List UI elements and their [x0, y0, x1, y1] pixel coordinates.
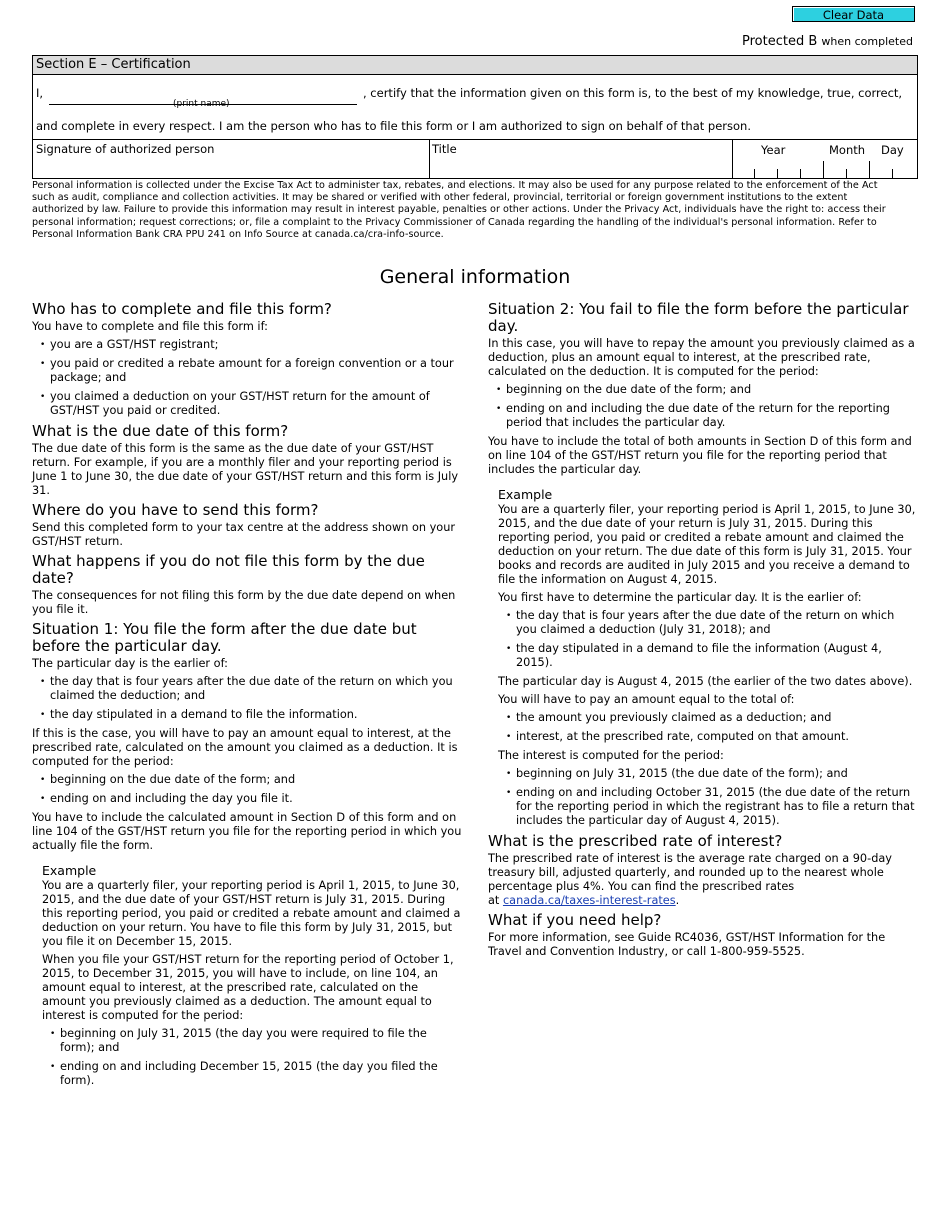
- situation1-example: [42, 863, 462, 1088]
- date-tick: [754, 169, 755, 179]
- date-tick: [777, 169, 778, 179]
- example-list: [498, 711, 918, 744]
- situation2-para: In this case, you will have to repay the amount you previously claimed as a deduction, plus an amount equal to interest, at the prescribed rate, calculated on the deduction. It is computed for the period:: [488, 337, 915, 378]
- who-intro: You have to complete and file this form if:: [32, 320, 268, 333]
- certify-text-continued: and complete in every respect. I am the person who has to file this form or I am authorized to sign on behalf of that person.: [36, 119, 751, 133]
- privacy-text: Personal information is collected under the Excise Tax Act to administer tax, rebates, and elections. It may also be used for any purpose related to the enforcement of the Act such as audit, compliance and collection activities. It may be shared or verified with other federal, provincial, territorial or foreign government institutions to the extent authorized by law. Failure to provide this information may result in interest payable, penalties or other actions. Under the Privacy Act, individuals have the right to: access their personal information; request corrections; or, file a complaint to the Privacy Commissioner of Canada regarding the handling of the individual's personal information. Refer to Personal Information Bank CRA PPU 241 on Info Source at canada.ca/cra-info-source.: [32, 180, 886, 240]
- example-text: You will have to pay an amount equal to the total of:: [498, 693, 795, 706]
- example-list: [498, 767, 918, 828]
- month-label: Month: [829, 143, 866, 157]
- date-divider: [869, 161, 870, 179]
- list-item: • you claimed a deduction on your GST/HST return for the amount of GST/HST you paid or credited.: [32, 390, 462, 418]
- list-item: • ending on and including the day you file it.: [32, 792, 462, 806]
- rate-period: .: [675, 894, 680, 907]
- day-label: Day: [881, 143, 904, 157]
- list-item: • the amount you previously claimed as a deduction; and: [498, 711, 918, 725]
- title-label: Title: [432, 142, 457, 156]
- list-item: • beginning on the due date of the form; and: [488, 383, 918, 397]
- list-item: • you are a GST/HST registrant;: [32, 338, 462, 352]
- list-item: • beginning on July 31, 2015 (the due date of the form); and: [498, 767, 918, 781]
- situation2-para2: You have to include the total of both amounts in Section D of this form and on line 104 of the GST/HST return you file for the reporting period that includes the particular day.: [488, 435, 912, 476]
- rate-heading: What is the prescribed rate of interest?: [488, 832, 783, 850]
- example-text: You are a quarterly filer, your reporting period is April 1, 2015, to June 30, 2015, and the due date of your return is July 31, 2015. During this reporting period, you paid or credited a rebate amount and claimed the deduction on your return. The due date of this form is July 31, 2015. Your books and records are audited in July 2015 and you receive a demand to file the information on August 4, 2015.: [498, 503, 916, 586]
- list-item: • ending on and including December 15, 2015 (the day you filed the form).: [42, 1060, 462, 1088]
- situation1-list: [32, 675, 462, 722]
- happens-heading: What happens if you do not file this form by the due date?: [32, 552, 425, 587]
- happens-text: The consequences for not filing this form by the due date depend on when you file it.: [32, 589, 456, 616]
- situation2-list: [488, 383, 918, 430]
- rate-text: [488, 852, 918, 908]
- list-item: • the day that is four years after the due date of the return on which you claimed a deduction (July 31, 2018); and: [498, 609, 918, 637]
- clear-data-button[interactable]: Clear Data: [792, 6, 915, 22]
- list-item: • you paid or credited a rebate amount for a foreign convention or a tour package; and: [32, 357, 462, 385]
- certify-text: , certify that the information given on this form is, to the best of my knowledge, true, correct,: [363, 86, 903, 100]
- who-heading: Who has to complete and file this form?: [32, 300, 332, 318]
- example-list: [42, 1027, 462, 1088]
- list-item: • beginning on July 31, 2015 (the day you were required to file the form); and: [42, 1027, 462, 1055]
- print-name-label: (print name): [173, 99, 230, 109]
- date-cell[interactable]: [732, 140, 916, 179]
- title-cell: [429, 140, 733, 179]
- list-item: • interest, at the prescribed rate, computed on that amount.: [498, 730, 918, 744]
- rate-at: at: [488, 894, 500, 907]
- example-title: Example: [42, 863, 97, 878]
- example-text: You are a quarterly filer, your reporting period is April 1, 2015, to June 30, 2015, and the due date of your GST/HST return is July 31, 2015. During this reporting period, you paid or credited a rebate amount and claimed a deduction on your return. You have to file this form by July 31, 2015, but you file it on December 15, 2015.: [42, 879, 461, 948]
- due-text: The due date of this form is the same as the due date of your GST/HST return. For example, if you are a monthly filer and your reporting period is June 1 to June 30, the due date of your GST/HST return and this form is July 31.: [32, 442, 459, 497]
- due-heading: What is the due date of this form?: [32, 422, 289, 440]
- signature-cell: [33, 140, 430, 179]
- general-information-title: General information: [379, 266, 571, 288]
- rate-body: The prescribed rate of interest is the average rate charged on a 90-day treasury bill, adjusted quarterly, and rounded up to the nearest whole percentage plus 4%. You can find the prescribed rates: [488, 852, 892, 893]
- year-label: Year: [761, 143, 786, 157]
- list-item: • ending on and including October 31, 2015 (the due date of the return for the reporting period in which the registrant has to file a return that includes the particular day of August 4, 2015).: [498, 786, 918, 828]
- interest-rates-link[interactable]: canada.ca/taxes-interest-rates: [502, 894, 676, 907]
- example-text: The particular day is August 4, 2015 (the earlier of the two dates above).: [498, 675, 913, 688]
- help-text: For more information, see Guide RC4036, GST/HST Information for the Travel and Convention Industry, or call 1-800-959-5525.: [488, 931, 886, 958]
- example-title: Example: [498, 487, 553, 502]
- situation1-heading: Situation 1: You file the form after the due date but before the particular day.: [32, 620, 417, 655]
- where-text: Send this completed form to your tax centre at the address shown on your GST/HST return.: [32, 521, 456, 548]
- date-tick: [800, 169, 801, 179]
- situation2-example: [498, 487, 918, 828]
- title-input[interactable]: [431, 158, 732, 176]
- list-item: • the day that is four years after the due date of the return on which you claimed the deduction; and: [32, 675, 462, 703]
- signature-input[interactable]: [35, 158, 429, 176]
- example-text: You first have to determine the particular day. It is the earlier of:: [498, 591, 862, 604]
- help-heading: What if you need help?: [488, 911, 662, 929]
- who-list: [32, 338, 462, 418]
- situation1-intro: The particular day is the earlier of:: [32, 657, 228, 670]
- situation1-para2: You have to include the calculated amount in Section D of this form and on line 104 of the GST/HST return you file for the reporting period in which you actually file the form.: [32, 811, 462, 852]
- situation1-period-list: [32, 773, 462, 806]
- list-item: • the day stipulated in a demand to file the information.: [32, 708, 462, 722]
- signature-row: [33, 139, 917, 179]
- situation1-para: If this is the case, you will have to pay an amount equal to interest, at the prescribed rate, calculated on the amount you claimed as a deduction. It is computed for the period:: [32, 727, 458, 768]
- right-column: [488, 299, 918, 963]
- signature-label: Signature of authorized person: [36, 142, 215, 156]
- i-label: I,: [36, 86, 44, 100]
- section-e-title: Section E – Certification: [33, 56, 917, 75]
- where-heading: Where do you have to send this form?: [32, 501, 319, 519]
- date-tick: [892, 169, 893, 179]
- example-list: [498, 609, 918, 670]
- list-item: • ending on and including the due date of the return for the reporting period that includes the particular day.: [488, 402, 918, 430]
- protected-b-text: Protected B: [742, 34, 818, 49]
- situation2-heading: Situation 2: You fail to file the form before the particular day.: [488, 300, 909, 335]
- date-tick: [846, 169, 847, 179]
- list-item: • the day stipulated in a demand to file the information (August 4, 2015).: [498, 642, 918, 670]
- example-text: The interest is computed for the period:: [498, 749, 724, 762]
- privacy-notice: [32, 180, 902, 241]
- left-column: [32, 299, 462, 1093]
- certification-section: [32, 55, 918, 179]
- protected-suffix: when completed: [821, 35, 913, 48]
- date-divider: [823, 161, 824, 179]
- example-text: When you file your GST/HST return for the reporting period of October 1, 2015, to December 31, 2015, you will have to include, on line 104, an amount equal to interest, at the prescribed rate, calculated on the amount you previously claimed as a deduction. The amount equal to interest is computed for the period:: [42, 953, 454, 1022]
- list-item: • beginning on the due date of the form; and: [32, 773, 462, 787]
- protected-label: [742, 34, 913, 49]
